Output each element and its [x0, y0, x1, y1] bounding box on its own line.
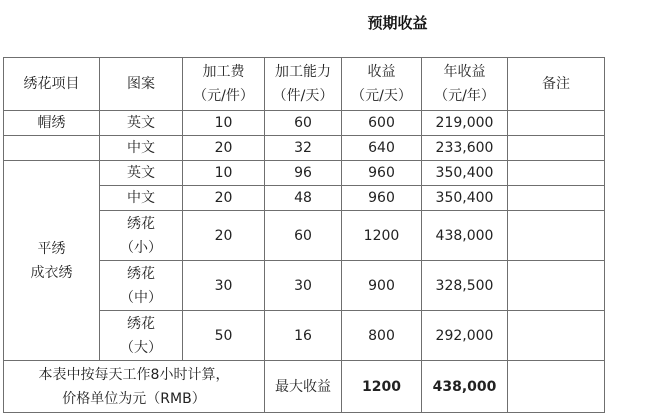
- note-cell: [508, 261, 605, 311]
- header-fee: 加工费 （元/件）: [183, 58, 265, 111]
- income-cell: 1200: [342, 211, 422, 261]
- pattern-cell: 中文: [100, 186, 183, 211]
- max-income-label: 最大收益: [265, 361, 342, 413]
- header-row: [4, 58, 605, 111]
- capacity-cell: 48: [265, 186, 342, 211]
- note-cell: [508, 111, 605, 136]
- max-income-value: 1200: [342, 361, 422, 413]
- pattern-cell: 英文: [100, 161, 183, 186]
- pattern-cell: 英文: [100, 111, 183, 136]
- header-annual: 年收益 （元/年）: [422, 58, 508, 111]
- header-capacity: 加工能力 （件/天）: [265, 58, 342, 111]
- pattern-cell: 中文: [100, 136, 183, 161]
- group-flat: 平绣 成衣绣: [4, 161, 100, 361]
- header-pattern: 图案: [100, 58, 183, 111]
- header-note: 备注: [508, 58, 605, 111]
- income-cell: 800: [342, 311, 422, 361]
- table-row: [4, 161, 605, 186]
- annual-cell: 438,000: [422, 211, 508, 261]
- note-cell: [508, 136, 605, 161]
- fee-cell: 30: [183, 261, 265, 311]
- income-cell: 600: [342, 111, 422, 136]
- header-project: 绣花项目: [4, 58, 100, 111]
- capacity-cell: 32: [265, 136, 342, 161]
- note-cell: [508, 311, 605, 361]
- fee-cell: 10: [183, 111, 265, 136]
- income-cell: 960: [342, 161, 422, 186]
- pattern-cell: 绣花 （小）: [100, 211, 183, 261]
- footer-row: [4, 361, 605, 413]
- annual-cell: 233,600: [422, 136, 508, 161]
- fee-cell: 20: [183, 186, 265, 211]
- note-cell: [508, 361, 605, 413]
- annual-cell: 292,000: [422, 311, 508, 361]
- group-hat: 帽绣: [4, 111, 100, 136]
- capacity-cell: 96: [265, 161, 342, 186]
- income-cell: 960: [342, 186, 422, 211]
- table-row: [4, 111, 605, 136]
- income-cell: 900: [342, 261, 422, 311]
- fee-cell: 10: [183, 161, 265, 186]
- group-empty: [4, 136, 100, 161]
- fee-cell: 20: [183, 211, 265, 261]
- footer-note: 本表中按每天工作8小时计算， 价格单位为元（RMB）: [4, 361, 265, 413]
- pattern-cell: 绣花 （大）: [100, 311, 183, 361]
- max-annual-value: 438,000: [422, 361, 508, 413]
- table-row: [4, 136, 605, 161]
- capacity-cell: 16: [265, 311, 342, 361]
- annual-cell: 350,400: [422, 186, 508, 211]
- note-cell: [508, 161, 605, 186]
- table-title: 预期收益: [367, 14, 428, 32]
- annual-cell: 350,400: [422, 161, 508, 186]
- capacity-cell: 30: [265, 261, 342, 311]
- capacity-cell: 60: [265, 211, 342, 261]
- note-cell: [508, 186, 605, 211]
- fee-cell: 20: [183, 136, 265, 161]
- fee-cell: 50: [183, 311, 265, 361]
- income-cell: 640: [342, 136, 422, 161]
- header-income: 收益 （元/天）: [342, 58, 422, 111]
- annual-cell: 328,500: [422, 261, 508, 311]
- annual-cell: 219,000: [422, 111, 508, 136]
- income-table: [3, 57, 605, 413]
- note-cell: [508, 211, 605, 261]
- capacity-cell: 60: [265, 111, 342, 136]
- pattern-cell: 绣花 （中）: [100, 261, 183, 311]
